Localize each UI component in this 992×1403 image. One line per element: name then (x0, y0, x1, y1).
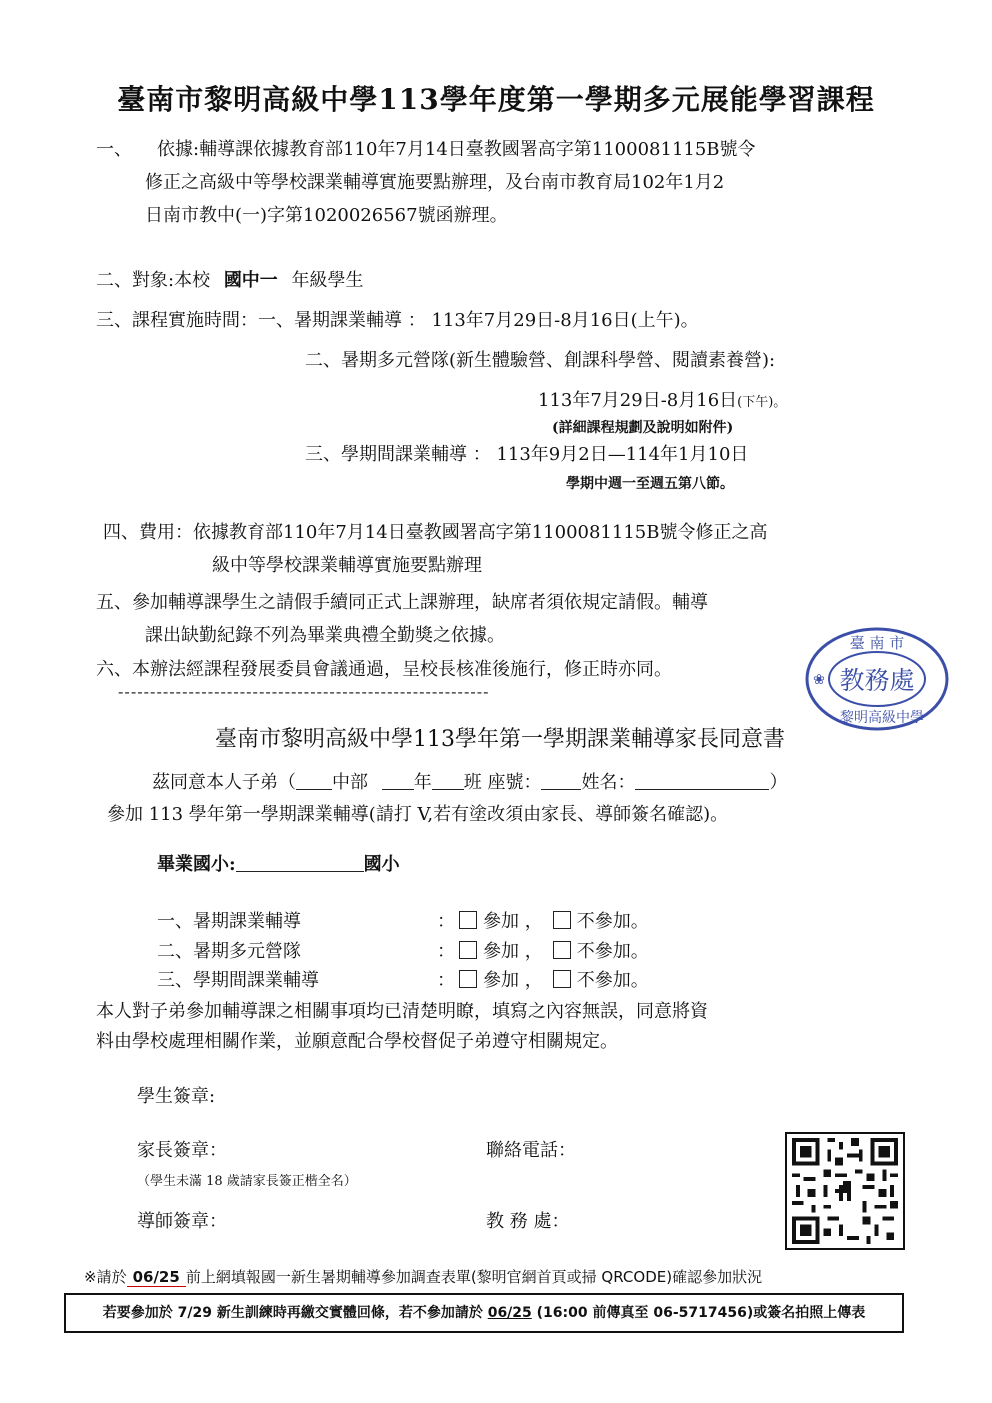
option-colon: ： (437, 941, 455, 962)
division-field[interactable] (296, 771, 332, 790)
cut-line-divider: ---------------------------------------------------------- (118, 682, 490, 701)
academic-office-label: 教 務 處： (486, 1211, 570, 1232)
consent-statement-line-1: 本人對子弟參加輔導課之相關事項均已清楚明瞭，填寫之內容無誤，同意將資 (96, 1001, 708, 1022)
section-3-line-1: 三、課程實施時間：一、暑期課業輔導 ： 113年7月29日-8月16日(上午)。 (96, 310, 699, 331)
section-1-number: 一、 (96, 139, 132, 160)
section-3-summer-camp-date: 113年7月29日-8月16日 (538, 390, 738, 411)
phone-label: 聯絡電話： (486, 1140, 576, 1161)
not-participate-label: 不參加。 (576, 970, 649, 991)
not-participate-checkbox[interactable] (553, 911, 571, 929)
section-2 (96, 266, 364, 292)
svg-text:❀: ❀ (813, 672, 825, 688)
option-colon: ： (437, 911, 455, 932)
fax-deadline-date: 06/25 (487, 1305, 532, 1321)
elementary-school-field[interactable] (236, 853, 364, 872)
section-3-line-2: 二、暑期多元營隊(新生體驗營、創課科學營、閱讀素養營): (305, 350, 776, 371)
return-instruction-suffix: (16:00 前傳真至 06-5717456)或簽名拍照上傳表 (536, 1305, 866, 1321)
not-participate-checkbox[interactable] (553, 970, 571, 988)
section-3-line-5: 三、學期間課業輔導 ： 113年9月2日—114年1月10日 (305, 444, 749, 465)
participate-checkbox[interactable] (459, 941, 477, 959)
participate-checkbox[interactable] (459, 970, 477, 988)
student-signature-label: 學生簽章: (137, 1086, 216, 1107)
consent-intro-suffix: ） (769, 772, 788, 793)
section-3-afternoon-note: (下午)。 (737, 395, 787, 410)
section-3-attachment-note: (詳細課程規劃及說明如附件) (552, 420, 734, 436)
not-participate-label: 不參加。 (576, 941, 649, 962)
section-3-schedule-note: 學期中週一至週五第八節。 (566, 476, 734, 492)
elementary-school-suffix: 國小 (363, 854, 400, 875)
option-row (157, 937, 649, 963)
qr-code-icon (787, 1134, 903, 1248)
option-label: 二、暑期多元營隊 (157, 941, 301, 962)
section-5-line-2: 課出缺勤紀錄不列為畢業典禮全勤獎之依據。 (145, 625, 505, 646)
consent-intro-prefix: 茲同意本人子弟（ (152, 772, 296, 793)
return-instruction-box (64, 1293, 904, 1333)
notice-prefix: ※請於 (84, 1268, 127, 1286)
return-instruction-middle: 新生訓練時再繳交實體回條，若不參加請於 (216, 1305, 483, 1321)
section-6-line-1: 六、本辦法經課程發展委員會議通過，呈校長核准後施行，修正時亦同。 (96, 659, 672, 680)
seat-number-field[interactable] (541, 771, 581, 790)
return-instruction-prefix: 若要參加於 (102, 1305, 173, 1321)
seal-bottom-text: 黎明高級中學 (840, 710, 924, 726)
office-seal-stamp (802, 624, 952, 734)
seat-number-label: 班 座號： (463, 772, 542, 793)
elementary-school-row (157, 850, 400, 876)
option-row (157, 907, 649, 933)
consent-statement-line-2: 料由學校處理相關作業，並願意配合學校督促子弟遵守相關規定。 (96, 1031, 618, 1052)
section-5-line-1: 五、參加輔導課學生之請假手續同正式上課辦理，缺席者須依規定請假。輔導 (96, 592, 708, 613)
class-field[interactable] (432, 771, 464, 790)
section-1-line-2: 修正之高級中等學校課業輔導實施要點辦理，及台南市教育局102年1月2 (145, 172, 725, 193)
consent-line-2: 參加 113 學年第一學期課業輔導(請打 V,若有塗改須由家長、導師簽名確認)。 (107, 804, 729, 825)
section-1-line-1: 依據:輔導課依據教育部110年7月14日臺教國署高字第1100081115B號令 (157, 139, 756, 160)
grade-label: 年 (413, 772, 432, 793)
participate-label: 參加 ， (483, 970, 543, 991)
section-3-line-3 (538, 386, 786, 412)
option-colon: ： (437, 970, 455, 991)
consent-title: 臺南市黎明高級中學113學年第一學期課業輔導家長同意書 (215, 727, 785, 752)
section-2-prefix: 二、對象:本校 (96, 270, 211, 291)
student-name-label: 姓名： (581, 772, 636, 793)
seal-center-text: 教務處 (839, 666, 915, 695)
consent-intro (152, 768, 787, 794)
student-name-field[interactable] (635, 771, 769, 790)
section-4-line-2: 級中等學校課業輔導實施要點辦理 (212, 555, 482, 576)
not-participate-checkbox[interactable] (553, 941, 571, 959)
page-title: 臺南市黎明高級中學113學年度第一學期多元展能學習課程 (117, 83, 875, 116)
division-label: 中部 (332, 772, 368, 793)
seal-top-text: 臺 南 市 (849, 634, 905, 652)
participate-label: 參加 ， (483, 941, 543, 962)
office-seal-icon (802, 624, 952, 734)
orientation-date: 7/29 (177, 1305, 212, 1321)
notice-deadline-date: 06/25 (127, 1268, 186, 1287)
notice-line (84, 1266, 762, 1287)
not-participate-label: 不參加。 (576, 911, 649, 932)
section-4-line-1: 四、費用：依據教育部110年7月14日臺教國署高字第1100081115B號令修正之高 (103, 522, 768, 543)
teacher-signature-label: 導師簽章： (137, 1211, 227, 1232)
participate-checkbox[interactable] (459, 911, 477, 929)
option-label: 一、暑期課業輔導 (157, 911, 301, 932)
section-1-line-3: 日南市教中(一)字第1020026567號函辦理。 (145, 205, 508, 226)
parent-signature-note: （學生未滿 18 歲請家長簽正楷全名） (137, 1174, 357, 1189)
parent-signature-label: 家長簽章： (137, 1140, 227, 1161)
notice-suffix: 前上網填報國一新生暑期輔導參加調查表單(黎明官網首頁或掃 QRCODE)確認參加狀況 (185, 1268, 763, 1286)
option-label: 三、學期間課業輔導 (157, 970, 319, 991)
grade-field[interactable] (382, 771, 414, 790)
elementary-school-label: 畢業國小: (157, 854, 236, 875)
section-2-suffix: 年級學生 (291, 270, 364, 291)
participate-label: 參加 ， (483, 911, 543, 932)
section-2-grade: 國中一 (223, 270, 278, 291)
option-row (157, 966, 649, 992)
qr-code[interactable] (785, 1132, 905, 1250)
